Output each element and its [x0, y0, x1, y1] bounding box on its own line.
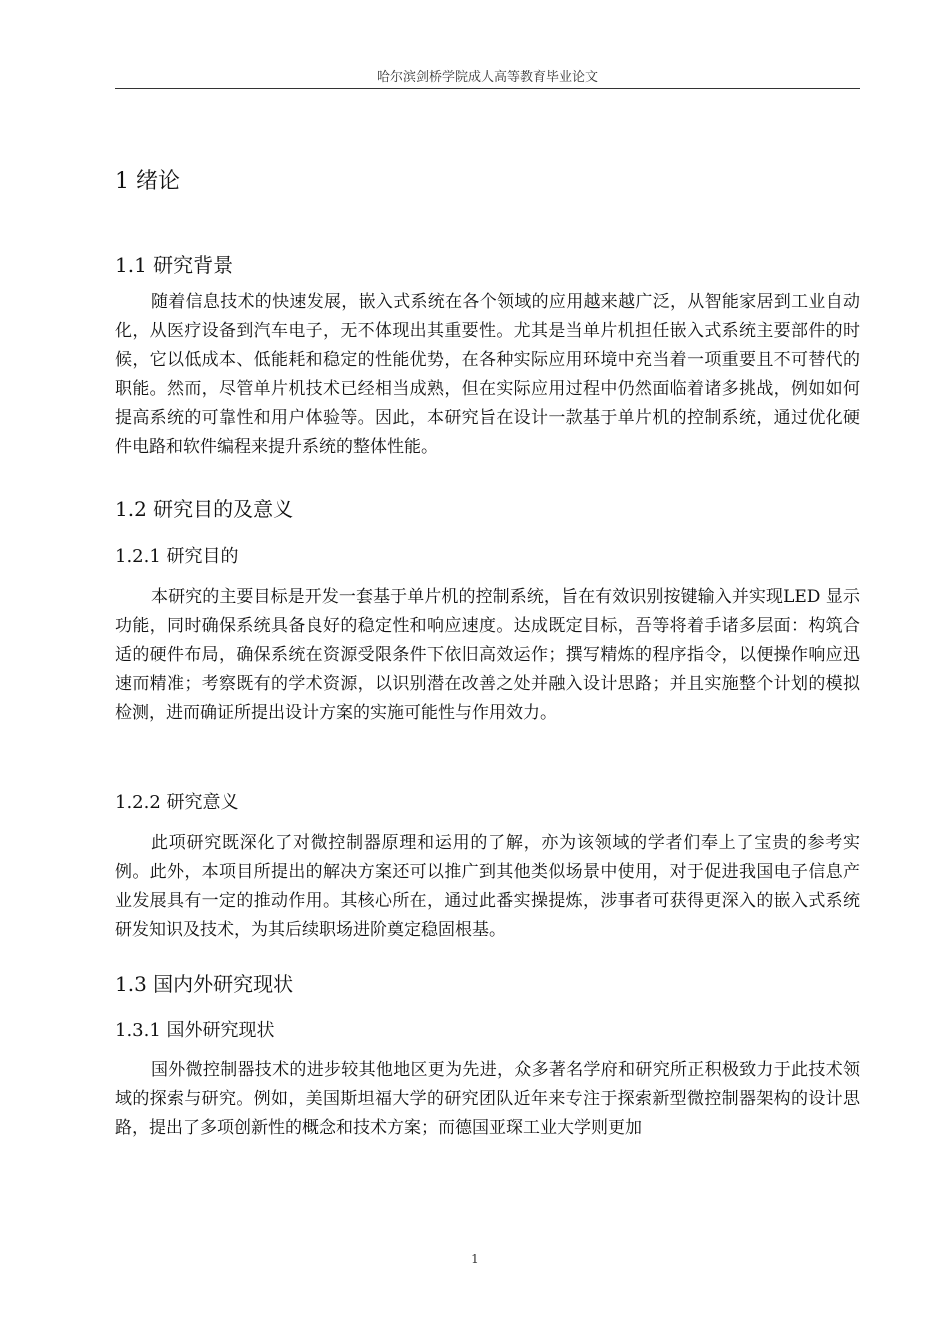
section-heading-1-2: 1.2 研究目的及意义: [115, 497, 294, 521]
page-number: 1: [471, 1252, 479, 1266]
header-rule: [115, 88, 860, 89]
section-heading-1-3-1: 1.3.1 国外研究现状: [115, 1020, 275, 1041]
section-heading-1-2-1: 1.2.1 研究目的: [115, 546, 239, 567]
paragraph-research-significance: 此项研究既深化了对微控制器原理和运用的了解，亦为该领域的学者们奉上了宝贵的参考实例。此外，本项目所提出的解决方案还可以推广到其他类似场景中使用，对于促进我国电子信息产业发展具有一定的推动作用。其核心所在，通过此番实操提炼，涉事者可获得更深入的嵌入式系统研发知识及技术，为其后续职场进阶奠定稳固根基。: [115, 833, 860, 940]
section-heading-1-1: 1.1 研究背景: [115, 253, 234, 277]
chapter-heading: 1 绪论: [115, 169, 180, 194]
paragraph-research-background: 随着信息技术的快速发展，嵌入式系统在各个领域的应用越来越广泛，从智能家居到工业自动化，从医疗设备到汽车电子，无不体现出其重要性。尤其是当单片机担任嵌入式系统主要部件的时候，它以低成本、低能耗和稳定的性能优势，在各种实际应用环境中充当着一项重要且不可替代的职能。然而，尽管单片机技术已经相当成熟，但在实际应用过程中仍然面临着诸多挑战，例如如何提高系统的可靠性和用户体验等。因此，本研究旨在设计一款基于单片机的控制系统，通过优化硬件电路和软件编程来提升系统的整体性能。: [115, 292, 860, 457]
paragraph-research-purpose: 本研究的主要目标是开发一套基于单片机的控制系统，旨在有效识别按键输入并实现LED 显示功能，同时确保系统具备良好的稳定性和响应速度。达成既定目标，吾等将着手诸多层面：构筑合适的硬件布局，确保系统在资源受限条件下依旧高效运作；撰写精炼的程序指令，以便操作响应迅速而精准；考察既有的学术资源，以识别潜在改善之处并融入设计思路；并且实施整个计划的模拟检测，进而确证所提出设计方案的实施可能性与作用效力。: [115, 587, 860, 723]
section-heading-1-2-2: 1.2.2 研究意义: [115, 792, 239, 813]
paragraph-foreign-research: 国外微控制器技术的进步较其他地区更为先进，众多著名学府和研究所正积极致力于此技术领域的探索与研究。例如，美国斯坦福大学的研究团队近年来专注于探索新型微控制器架构的设计思路，提出了多项创新性的概念和技术方案；而德国亚琛工业大学则更加: [115, 1060, 860, 1138]
running-header: 哈尔滨剑桥学院成人高等教育毕业论文: [376, 70, 598, 85]
section-heading-1-3: 1.3 国内外研究现状: [115, 972, 294, 996]
